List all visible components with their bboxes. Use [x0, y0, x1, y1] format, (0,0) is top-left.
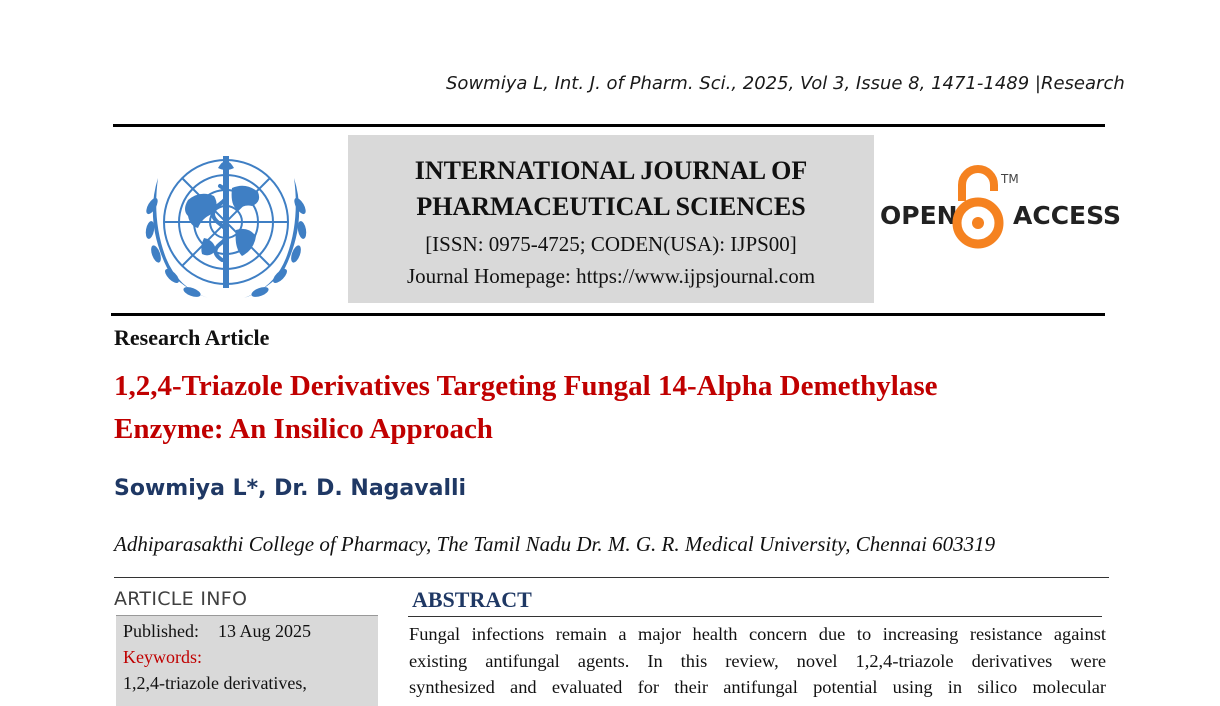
published-label: Published:: [123, 621, 200, 641]
author-affiliation: Adhiparasakthi College of Pharmacy, The Tamil Nadu Dr. M. G. R. Medical University, Chennai 603319: [114, 532, 996, 556]
author-list: Sowmiya L*, Dr. D. Nagavalli: [114, 476, 467, 501]
keywords-label: Keywords:: [123, 647, 202, 667]
paper-title-line1: 1,2,4-Triazole Derivatives Targeting Fungal 14-Alpha Demethylase: [114, 370, 938, 402]
journal-title-line1: INTERNATIONAL JOURNAL OF: [414, 156, 808, 185]
keyword-item: 1,2,4-triazole derivatives,: [123, 673, 307, 693]
open-access-logo: [878, 163, 1122, 255]
journal-emblem-icon: [128, 138, 324, 306]
header-rule-top: [113, 124, 1105, 127]
abstract-rule: [408, 616, 1102, 617]
article-info-heading: ARTICLE INFO: [114, 588, 248, 610]
open-access-tm: TM: [1001, 172, 1019, 186]
article-info-box: [116, 615, 378, 706]
journal-title: [348, 153, 874, 225]
published-row: [123, 619, 311, 643]
abstract-text: [409, 621, 1106, 701]
journal-homepage: Journal Homepage: https://www.ijpsjournal.com: [406, 264, 816, 288]
header-rule-bottom: [111, 313, 1105, 316]
open-access-right-word: ACCESS: [1013, 201, 1122, 230]
abstract-line: Fungal infections remain a major health concern due to increasing resistance against: [409, 624, 1106, 644]
paper-title-line2: Enzyme: An Insilico Approach: [114, 413, 493, 445]
published-date: 13 Aug 2025: [218, 621, 312, 641]
open-access-left-word: OPEN: [880, 201, 958, 230]
article-type: Research Article: [114, 325, 270, 350]
journal-title-line2: PHARMACEUTICAL SCIENCES: [416, 192, 806, 221]
abstract-heading: ABSTRACT: [412, 587, 532, 612]
abstract-line: synthesized and evaluated for their antifungal potential using in silico molecular: [409, 677, 1106, 697]
journal-banner: [348, 135, 874, 303]
running-head: Sowmiya L, Int. J. of Pharm. Sci., 2025, Vol 3, Issue 8, 1471-1489 |Research: [446, 73, 1125, 94]
journal-issn: [ISSN: 0975-4725; CODEN(USA): IJPS00]: [425, 232, 797, 256]
open-lock-icon: [957, 169, 999, 244]
abstract-line: existing antifungal agents. In this review, novel 1,2,4-triazole derivatives were: [409, 650, 1106, 671]
section-divider: [114, 577, 1109, 578]
paper-title: [114, 365, 1074, 451]
